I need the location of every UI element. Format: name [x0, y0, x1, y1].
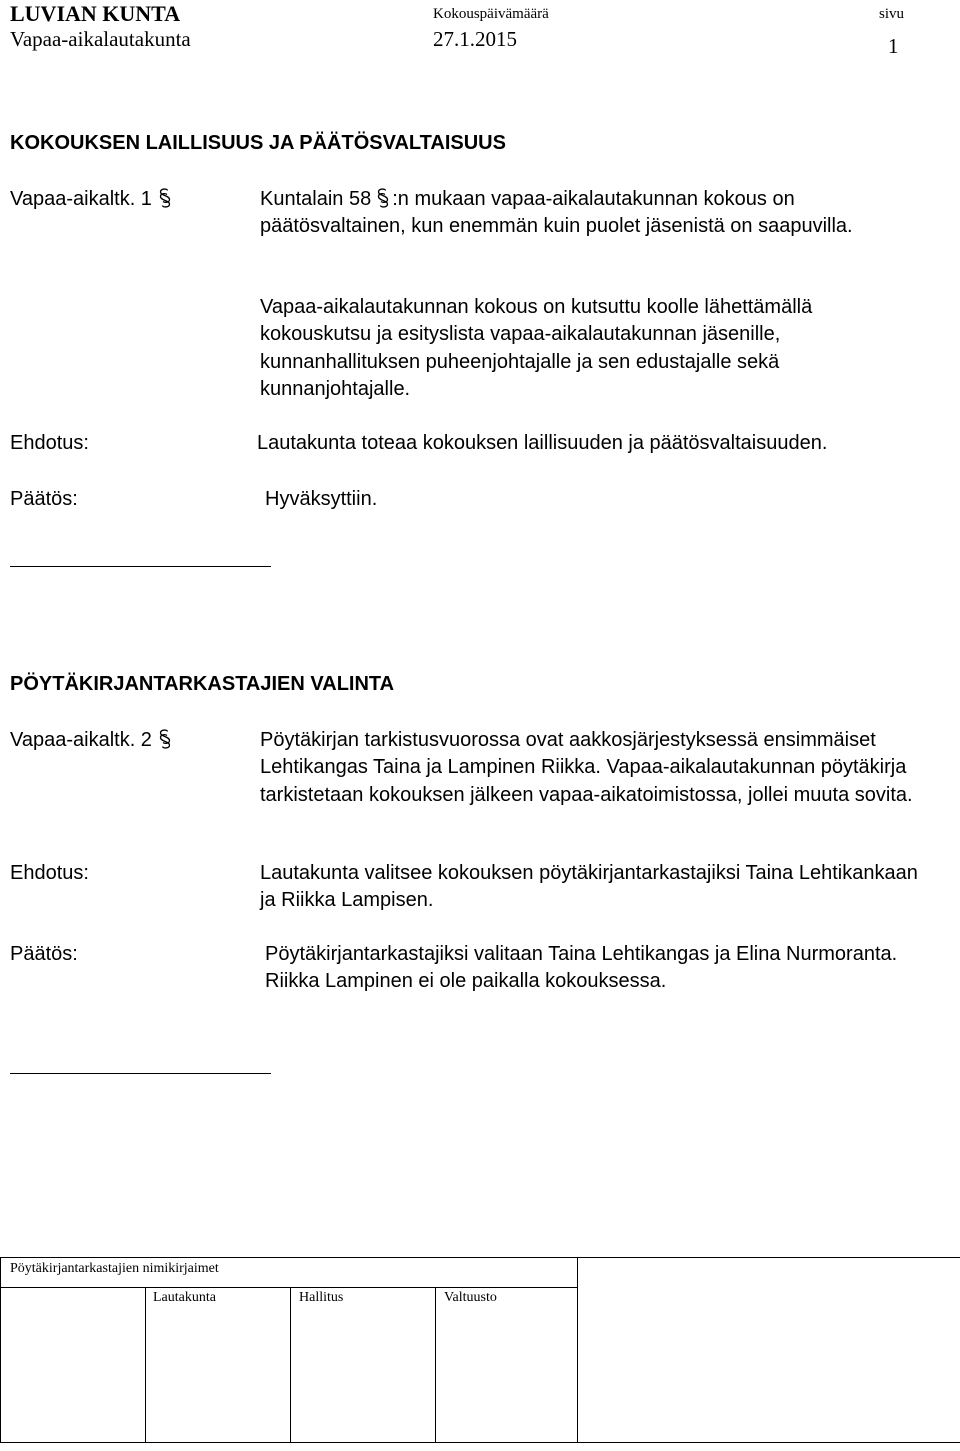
page-number: 1: [888, 34, 899, 58]
footer-mid-line: [0, 1287, 577, 1288]
footer-divider-5: [577, 1257, 578, 1442]
section-divider: [10, 566, 271, 567]
legality-paragraph-2: Vapaa-aikalautakunnan kokous on kutsuttu koolle lähettämällä kokouskutsu ja esityslista vapaa-aikalautakunnan jäsenille, kunnanhallituksen puheenjohtajalle ja sen edustajalle sekä kunnanjohtajalle.: [260, 296, 813, 400]
section-title-legality: KOKOUKSEN LAILLISUUS JA PÄÄTÖSVALTAISUUS: [10, 132, 506, 154]
legality-text-rest: :n mukaan vapaa-aikalautakunnan kokous on päätösvaltainen, kun enemmän kuin puolet jäsenistä on saapuvilla.: [260, 188, 853, 238]
item-label-2: [10, 727, 172, 754]
section-sign-icon: [158, 728, 172, 750]
board-name: Vapaa-aikalautakunta: [10, 27, 191, 51]
item-label-text: Vapaa-aikaltk. 2: [10, 729, 152, 751]
decision-text-2: Pöytäkirjantarkastajiksi valitaan Taina Lehtikangas ja Elina Nurmoranta. Riikka Lampinen ei ole paikalla kokouksessa.: [265, 943, 898, 993]
footer-top-line: [0, 1257, 960, 1258]
footer-divider-1: [0, 1257, 1, 1442]
initials-label: Pöytäkirjantarkastajien nimikirjaimet: [10, 1261, 219, 1276]
decision-label-1: Päätös:: [10, 488, 78, 510]
proposal-label-2: Ehdotus:: [10, 862, 89, 884]
proposal-label-1: Ehdotus:: [10, 432, 89, 454]
inspectors-paragraph-1: Pöytäkirjan tarkistusvuorossa ovat aakkosjärjestyksessä ensimmäiset Lehtikangas Taina ja Lampinen Riikka. Vapaa-aikalautakunnan pöytäkirja tarkistetaan kokouksen jälkeen vapaa-aikatoimistossa, jollei muuta sovita.: [260, 729, 913, 806]
section-title-inspectors: PÖYTÄKIRJANTARKASTAJIEN VALINTA: [10, 673, 395, 695]
footer-divider-2: [145, 1287, 146, 1442]
footer-bottom-line: [0, 1442, 960, 1443]
section-sign-icon: [158, 187, 172, 209]
page-label: sivu: [879, 6, 905, 22]
legality-paragraph-1: [260, 186, 920, 241]
section-sign-icon: [376, 187, 390, 209]
municipality-name: LUVIAN KUNTA: [10, 1, 181, 26]
date-label: Kokouspäivämäärä: [433, 6, 549, 22]
proposal-text-1: Lautakunta toteaa kokouksen laillisuuden ja päätösvaltaisuuden.: [257, 432, 828, 454]
footer-divider-4: [435, 1287, 436, 1442]
meeting-date: 27.1.2015: [433, 27, 517, 51]
legality-text-start: Kuntalain 58: [260, 188, 372, 210]
footer-divider-3: [290, 1287, 291, 1442]
section-divider: [10, 1073, 271, 1074]
column-hallitus: Hallitus: [299, 1290, 344, 1305]
decision-text-1: Hyväksyttiin.: [265, 488, 378, 510]
column-lautakunta: Lautakunta: [153, 1290, 216, 1305]
decision-label-2: Päätös:: [10, 943, 78, 965]
item-label-1: [10, 186, 172, 213]
proposal-text-2: Lautakunta valitsee kokouksen pöytäkirjantarkastajiksi Taina Lehtikankaan ja Riikka Lampisen.: [260, 862, 918, 912]
column-valtuusto: Valtuusto: [444, 1290, 497, 1305]
item-label-text: Vapaa-aikaltk. 1: [10, 188, 152, 210]
